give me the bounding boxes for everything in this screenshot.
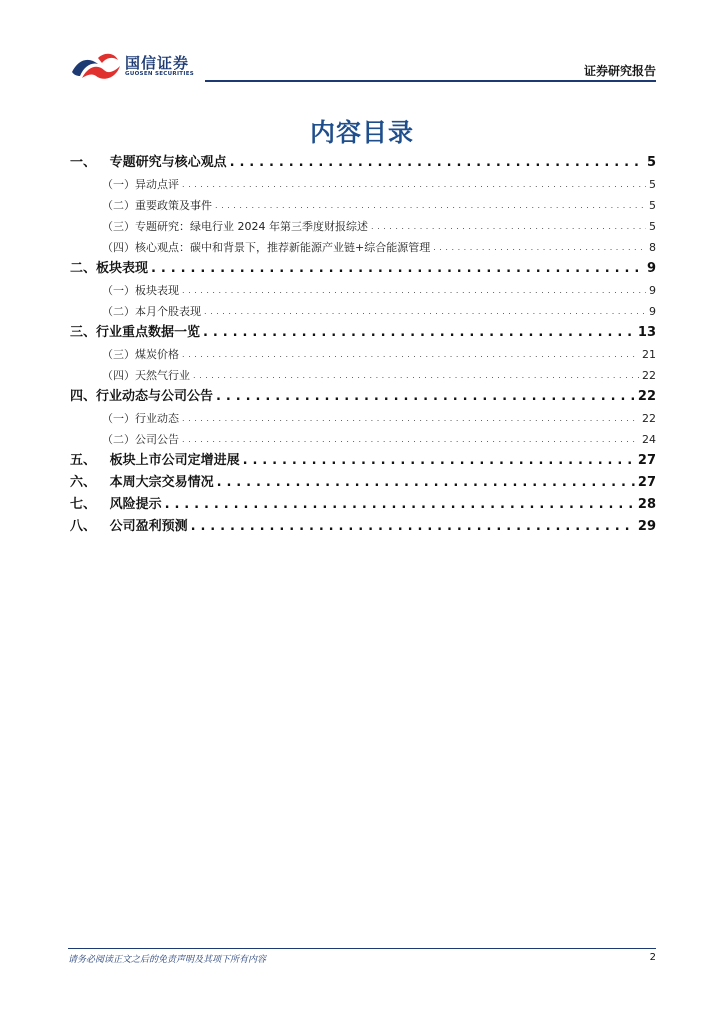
logo-english-name: GUOSEN SECURITIES	[125, 71, 195, 77]
toc-dot-leader	[182, 280, 646, 301]
toc-entry-label: （一）板块表现	[102, 284, 179, 297]
header-divider	[205, 80, 656, 82]
toc-dot-leader	[217, 472, 635, 494]
toc-entry-page: 21	[642, 348, 656, 361]
toc-dot-leader	[191, 516, 635, 538]
toc-subsection-entry[interactable]	[70, 216, 656, 237]
toc-section-entry[interactable]	[70, 472, 656, 494]
toc-entry-page: 5	[649, 220, 656, 233]
logo-emblem-icon	[70, 50, 122, 84]
toc-dot-leader	[216, 386, 635, 408]
toc-dot-leader	[371, 216, 646, 237]
toc-dot-leader	[433, 237, 646, 258]
toc-dot-leader	[151, 258, 644, 280]
toc-section-entry[interactable]	[70, 152, 656, 174]
guosen-logo	[70, 50, 220, 84]
toc-entry-label: 八、 公司盈利预测	[70, 519, 188, 534]
toc-subsection-entry[interactable]	[70, 408, 656, 429]
toc-dot-leader	[215, 195, 646, 216]
toc-section-entry[interactable]	[70, 494, 656, 516]
page-number: 2	[649, 952, 656, 963]
toc-entry-label: 二、板块表现	[70, 261, 149, 276]
toc-dot-leader	[182, 174, 646, 195]
toc-entry-label: 六、 本周大宗交易情况	[70, 475, 214, 490]
page-header	[0, 0, 724, 90]
toc-dot-leader	[182, 429, 639, 450]
toc-entry-label: （一）行业动态	[102, 412, 179, 425]
toc-entry-label: 一、 专题研究与核心观点	[70, 155, 227, 170]
toc-section-entry[interactable]	[70, 386, 656, 408]
toc-entry-page: 22	[642, 412, 656, 425]
toc-entry-label: （三）专题研究：绿电行业 2024 年第三季度财报综述	[102, 220, 368, 233]
toc-dot-leader	[182, 344, 639, 365]
toc-section-entry[interactable]	[70, 450, 656, 472]
toc-entry-page: 13	[637, 325, 656, 340]
disclaimer-text: 请务必阅读正文之后的免责声明及其项下所有内容	[68, 955, 267, 965]
toc-entry-label: 四、行业动态与公司公告	[70, 389, 214, 404]
toc-entry-page: 29	[637, 519, 656, 534]
toc-entry-page: 22	[642, 369, 656, 382]
toc-dot-leader	[230, 152, 644, 174]
toc-entry-label: （三）煤炭价格	[102, 348, 179, 361]
toc-subsection-entry[interactable]	[70, 174, 656, 195]
toc-entry-label: （二）公司公告	[102, 433, 179, 446]
toc-entry-page: 5	[649, 178, 656, 191]
toc-entry-page: 24	[642, 433, 656, 446]
footer-divider	[68, 948, 656, 949]
toc-entry-page: 9	[649, 284, 656, 297]
toc-entry-page: 9	[646, 261, 656, 276]
toc-entry-label: 七、 风险提示	[70, 497, 162, 512]
toc-subsection-entry[interactable]	[70, 280, 656, 301]
toc-entry-page: 27	[637, 453, 656, 468]
table-of-contents	[70, 152, 656, 538]
toc-entry-label: （二）本月个股表现	[102, 305, 201, 318]
report-type-label: 证券研究报告	[583, 64, 656, 78]
toc-entry-label: （四）核心观点：碳中和背景下，推荐新能源产业链+综合能源管理	[102, 241, 431, 254]
toc-section-entry[interactable]	[70, 258, 656, 280]
toc-subsection-entry[interactable]	[70, 195, 656, 216]
toc-section-entry[interactable]	[70, 322, 656, 344]
toc-entry-page: 8	[649, 241, 656, 254]
toc-entry-label: （四）天然气行业	[102, 369, 190, 382]
toc-entry-page: 27	[637, 475, 656, 490]
toc-entry-page: 28	[637, 497, 656, 512]
toc-entry-page: 22	[637, 389, 656, 404]
toc-dot-leader	[243, 450, 635, 472]
toc-entry-label: （一）异动点评	[102, 178, 179, 191]
toc-subsection-entry[interactable]	[70, 237, 656, 258]
toc-entry-page: 9	[649, 305, 656, 318]
toc-entry-page: 5	[646, 155, 656, 170]
toc-section-entry[interactable]	[70, 516, 656, 538]
toc-entry-label: 三、行业重点数据一览	[70, 325, 201, 340]
toc-subsection-entry[interactable]	[70, 344, 656, 365]
toc-subsection-entry[interactable]	[70, 429, 656, 450]
toc-entry-page: 5	[649, 199, 656, 212]
toc-dot-leader	[203, 322, 635, 344]
toc-dot-leader	[182, 408, 639, 429]
logo-chinese-name: 国信证券	[125, 54, 190, 72]
toc-entry-label: （二）重要政策及事件	[102, 199, 212, 212]
toc-dot-leader	[204, 301, 646, 322]
toc-title: 内容目录	[309, 118, 414, 147]
toc-subsection-entry[interactable]	[70, 301, 656, 322]
toc-dot-leader	[193, 365, 639, 386]
toc-entry-label: 五、 板块上市公司定增进展	[70, 453, 240, 468]
toc-dot-leader	[165, 494, 635, 516]
toc-subsection-entry[interactable]	[70, 365, 656, 386]
